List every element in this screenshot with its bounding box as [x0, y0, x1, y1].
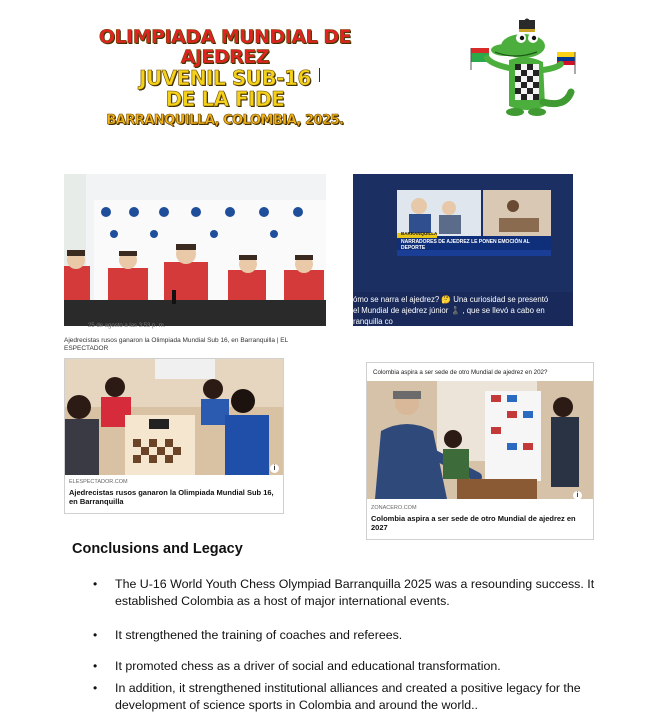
- chess-players-illustration: [65, 359, 283, 475]
- bullet-item-1: The U-16 World Youth Chess Olympiad Barranquilla 2025 was a resounding success. It established Colombia as a host of major international events.: [115, 577, 595, 608]
- overlay-line-1: ómo se narra el ajedrez? 🤔 Una curiosidad se presentó: [353, 295, 549, 304]
- tv-overlay-text: [353, 294, 573, 326]
- chess-official-photo: [367, 381, 593, 499]
- bullet-item-2: It strengthened the training of coaches and referees.: [115, 628, 403, 642]
- info-icon[interactable]: i: [270, 464, 279, 473]
- text-cursor: [319, 68, 320, 82]
- title-line-4: BARRANQUILLA, COLOMBIA, 2025.: [106, 112, 344, 128]
- bullet-dot: •: [93, 659, 98, 673]
- news-link-card-2[interactable]: [366, 362, 594, 540]
- card2-title[interactable]: Colombia aspira a ser sede de otro Mundial de ajedrez en 2027: [371, 514, 576, 533]
- card-source: ELESPECTADOR.COM: [69, 479, 128, 485]
- bullet-item-3: It promoted chess as a driver of social and educational transformation.: [115, 659, 501, 673]
- chess-official-illustration: [367, 381, 593, 499]
- photo-date: 25 de agosto a las 3:53 p. m.: [88, 323, 166, 329]
- photo-caption: Ajedrecistas rusos ganaron la Olimpiada Mundial Sub 16, en Barranquilla | EL ESPECTADOR: [64, 337, 289, 353]
- overlay-line-3: ranquilla co: [353, 317, 393, 326]
- chess-players-photo: [65, 359, 283, 475]
- tv-broadcast-screenshot: [353, 174, 573, 326]
- info-icon-2[interactable]: i: [573, 491, 582, 499]
- news-link-card[interactable]: [64, 358, 284, 514]
- card-top-caption: Colombia aspira a ser sede de otro Mundial de ajedrez en 202?: [373, 369, 548, 376]
- bullet-dot: •: [93, 577, 98, 591]
- bullet-dot: •: [93, 681, 98, 695]
- press-conference-illustration: [64, 174, 326, 326]
- bullet-item-4: In addition, it strengthened institutional alliances and created a positive legacy for the development of science sports in Colombia and around the world..: [115, 681, 581, 712]
- title-line-2: JUVENIL SUB-16: [139, 65, 311, 90]
- crocodile-mascot-image: [465, 18, 585, 128]
- overlay-line-2: el Mundial de ajedrez júnior ♟️ , que se llevó a cabo en: [353, 306, 545, 315]
- section-heading: Conclusions and Legacy: [72, 541, 243, 557]
- title-line-1: OLIMPIADA MUNDIAL DE AJEDREZ: [98, 26, 352, 68]
- tv-banner: NARRADORES DE AJEDREZ LE PONEN EMOCIÓN AL DEPORTE: [401, 239, 530, 251]
- card2-source: ZONACERO.COM: [371, 505, 417, 511]
- press-conference-photo: [64, 174, 326, 326]
- event-title: [60, 28, 390, 128]
- title-line-3: DE LA FIDE: [165, 86, 285, 111]
- corner-label: BARRANQUILLA: [401, 231, 438, 236]
- bullet-dot: •: [93, 628, 98, 642]
- card-title[interactable]: Ajedrecistas rusos ganaron la Olimpiada Mundial Sub 16, en Barranquilla: [69, 488, 274, 507]
